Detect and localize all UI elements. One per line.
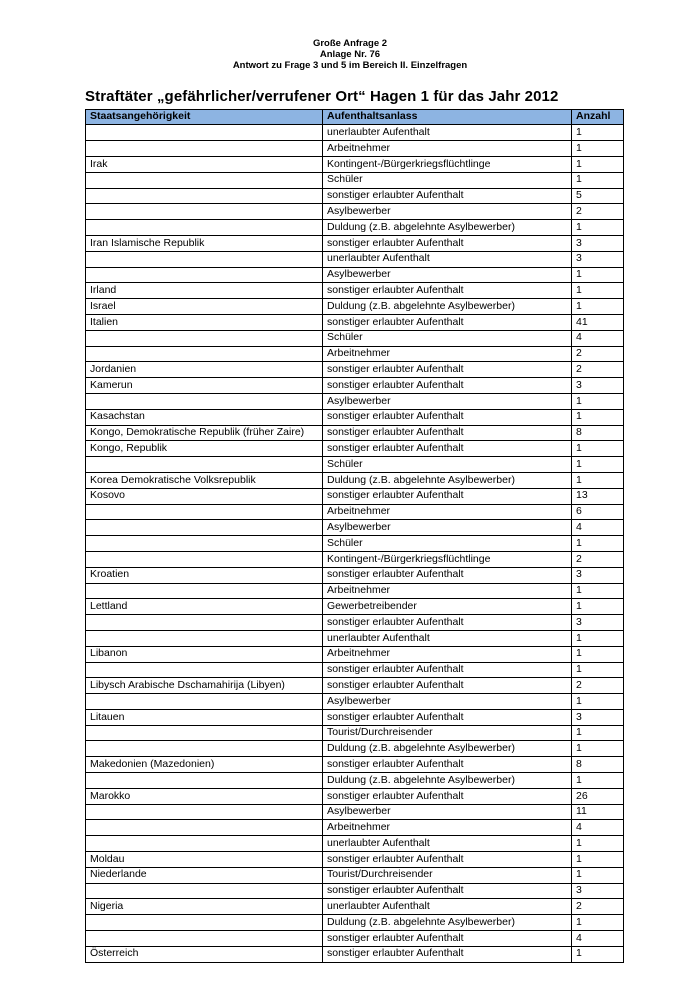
table-row bbox=[86, 330, 624, 346]
count-cell: 8 bbox=[572, 757, 624, 773]
column-header-1: Staatsangehörigkeit bbox=[86, 109, 323, 125]
table-row bbox=[86, 741, 624, 757]
reason-cell: unerlaubter Aufenthalt bbox=[323, 836, 572, 852]
table-row bbox=[86, 409, 624, 425]
reason-cell: Schüler bbox=[323, 457, 572, 473]
country-cell: Libysch Arabische Dschamahirija (Libyen) bbox=[86, 678, 323, 694]
reason-cell: Arbeitnehmer bbox=[323, 504, 572, 520]
country-cell bbox=[86, 694, 323, 710]
reason-cell: Duldung (z.B. abgelehnte Asylbewerber) bbox=[323, 472, 572, 488]
country-cell bbox=[86, 457, 323, 473]
country-cell bbox=[86, 931, 323, 947]
country-cell bbox=[86, 188, 323, 204]
table-row bbox=[86, 299, 624, 315]
table-row bbox=[86, 188, 624, 204]
reason-cell: Arbeitnehmer bbox=[323, 646, 572, 662]
reason-cell: Schüler bbox=[323, 172, 572, 188]
count-cell: 1 bbox=[572, 393, 624, 409]
count-cell: 1 bbox=[572, 283, 624, 299]
reason-cell: Duldung (z.B. abgelehnte Asylbewerber) bbox=[323, 741, 572, 757]
reason-cell: Asylbewerber bbox=[323, 520, 572, 536]
count-cell: 3 bbox=[572, 567, 624, 583]
reason-cell: Arbeitnehmer bbox=[323, 820, 572, 836]
table-row bbox=[86, 472, 624, 488]
column-header-3: Anzahl bbox=[572, 109, 624, 125]
country-cell: Irak bbox=[86, 157, 323, 173]
table-row bbox=[86, 899, 624, 915]
reason-cell: sonstiger erlaubter Aufenthalt bbox=[323, 378, 572, 394]
country-cell: Jordanien bbox=[86, 362, 323, 378]
country-cell bbox=[86, 725, 323, 741]
table-row bbox=[86, 536, 624, 552]
count-cell: 1 bbox=[572, 946, 624, 962]
country-cell: Kongo, Republik bbox=[86, 441, 323, 457]
table-row bbox=[86, 551, 624, 567]
reason-cell: sonstiger erlaubter Aufenthalt bbox=[323, 314, 572, 330]
count-cell: 2 bbox=[572, 551, 624, 567]
count-cell: 1 bbox=[572, 409, 624, 425]
table-row bbox=[86, 362, 624, 378]
reason-cell: Duldung (z.B. abgelehnte Asylbewerber) bbox=[323, 299, 572, 315]
count-cell: 3 bbox=[572, 235, 624, 251]
country-cell: Kosovo bbox=[86, 488, 323, 504]
country-cell bbox=[86, 583, 323, 599]
reason-cell: Duldung (z.B. abgelehnte Asylbewerber) bbox=[323, 773, 572, 789]
count-cell: 1 bbox=[572, 741, 624, 757]
reason-cell: unerlaubter Aufenthalt bbox=[323, 125, 572, 141]
count-cell: 1 bbox=[572, 141, 624, 157]
count-cell: 13 bbox=[572, 488, 624, 504]
count-cell: 1 bbox=[572, 536, 624, 552]
count-cell: 3 bbox=[572, 615, 624, 631]
table-row bbox=[86, 757, 624, 773]
count-cell: 4 bbox=[572, 820, 624, 836]
reason-cell: sonstiger erlaubter Aufenthalt bbox=[323, 788, 572, 804]
country-cell bbox=[86, 504, 323, 520]
table-row bbox=[86, 820, 624, 836]
country-cell bbox=[86, 773, 323, 789]
count-cell: 3 bbox=[572, 709, 624, 725]
reason-cell: Duldung (z.B. abgelehnte Asylbewerber) bbox=[323, 915, 572, 931]
count-cell: 1 bbox=[572, 267, 624, 283]
reason-cell: Asylbewerber bbox=[323, 267, 572, 283]
count-cell: 1 bbox=[572, 694, 624, 710]
count-cell: 8 bbox=[572, 425, 624, 441]
country-cell bbox=[86, 330, 323, 346]
reason-cell: Tourist/Durchreisender bbox=[323, 725, 572, 741]
table-row bbox=[86, 125, 624, 141]
reason-cell: Schüler bbox=[323, 536, 572, 552]
country-cell: Irland bbox=[86, 283, 323, 299]
country-cell: Kamerun bbox=[86, 378, 323, 394]
count-cell: 1 bbox=[572, 125, 624, 141]
country-cell bbox=[86, 346, 323, 362]
count-cell: 1 bbox=[572, 583, 624, 599]
country-cell bbox=[86, 820, 323, 836]
count-cell: 3 bbox=[572, 883, 624, 899]
reason-cell: sonstiger erlaubter Aufenthalt bbox=[323, 931, 572, 947]
country-cell bbox=[86, 662, 323, 678]
count-cell: 2 bbox=[572, 362, 624, 378]
table-row bbox=[86, 662, 624, 678]
count-cell: 1 bbox=[572, 220, 624, 236]
reason-cell: sonstiger erlaubter Aufenthalt bbox=[323, 852, 572, 868]
country-cell bbox=[86, 267, 323, 283]
count-cell: 5 bbox=[572, 188, 624, 204]
country-cell: Lettland bbox=[86, 599, 323, 615]
reason-cell: sonstiger erlaubter Aufenthalt bbox=[323, 425, 572, 441]
country-cell: Österreich bbox=[86, 946, 323, 962]
reason-cell: sonstiger erlaubter Aufenthalt bbox=[323, 946, 572, 962]
country-cell: Moldau bbox=[86, 852, 323, 868]
table-row bbox=[86, 646, 624, 662]
country-cell bbox=[86, 125, 323, 141]
reason-cell: sonstiger erlaubter Aufenthalt bbox=[323, 678, 572, 694]
table-row bbox=[86, 867, 624, 883]
count-cell: 1 bbox=[572, 646, 624, 662]
reason-cell: Tourist/Durchreisender bbox=[323, 867, 572, 883]
country-cell bbox=[86, 220, 323, 236]
reason-cell: Gewerbetreibender bbox=[323, 599, 572, 615]
count-cell: 2 bbox=[572, 899, 624, 915]
reason-cell: sonstiger erlaubter Aufenthalt bbox=[323, 409, 572, 425]
country-cell bbox=[86, 630, 323, 646]
count-cell: 26 bbox=[572, 788, 624, 804]
table-row bbox=[86, 314, 624, 330]
country-cell bbox=[86, 615, 323, 631]
country-cell bbox=[86, 204, 323, 220]
count-cell: 1 bbox=[572, 662, 624, 678]
reason-cell: Kontingent-/Bürgerkriegsflüchtlinge bbox=[323, 551, 572, 567]
country-cell bbox=[86, 172, 323, 188]
count-cell: 1 bbox=[572, 630, 624, 646]
country-cell: Niederlande bbox=[86, 867, 323, 883]
header-line-1: Große Anfrage 2 bbox=[312, 38, 388, 49]
table-row bbox=[86, 520, 624, 536]
table-row bbox=[86, 615, 624, 631]
reason-cell: sonstiger erlaubter Aufenthalt bbox=[323, 709, 572, 725]
count-cell: 11 bbox=[572, 804, 624, 820]
table-row bbox=[86, 709, 624, 725]
table-header-row bbox=[86, 109, 624, 125]
country-cell bbox=[86, 536, 323, 552]
reason-cell: sonstiger erlaubter Aufenthalt bbox=[323, 283, 572, 299]
table-row bbox=[86, 141, 624, 157]
country-cell: Libanon bbox=[86, 646, 323, 662]
table-row bbox=[86, 915, 624, 931]
header-line-3: Antwort zu Frage 3 und 5 im Bereich II. Einzelfragen bbox=[232, 60, 468, 72]
table-row bbox=[86, 788, 624, 804]
table-row bbox=[86, 235, 624, 251]
table-row bbox=[86, 852, 624, 868]
reason-cell: sonstiger erlaubter Aufenthalt bbox=[323, 188, 572, 204]
table-row bbox=[86, 393, 624, 409]
reason-cell: sonstiger erlaubter Aufenthalt bbox=[323, 615, 572, 631]
reason-cell: Schüler bbox=[323, 330, 572, 346]
table-row bbox=[86, 220, 624, 236]
reason-cell: Arbeitnehmer bbox=[323, 583, 572, 599]
table-row bbox=[86, 567, 624, 583]
document-header bbox=[0, 0, 700, 72]
data-table bbox=[85, 109, 624, 963]
count-cell: 1 bbox=[572, 172, 624, 188]
table-row bbox=[86, 251, 624, 267]
count-cell: 1 bbox=[572, 725, 624, 741]
country-cell bbox=[86, 741, 323, 757]
count-cell: 1 bbox=[572, 457, 624, 473]
country-cell: Kroatien bbox=[86, 567, 323, 583]
country-cell: Makedonien (Mazedonien) bbox=[86, 757, 323, 773]
table-row bbox=[86, 157, 624, 173]
table-row bbox=[86, 694, 624, 710]
table-row bbox=[86, 346, 624, 362]
header-line-2: Anlage Nr. 76 bbox=[319, 49, 381, 61]
country-cell bbox=[86, 141, 323, 157]
reason-cell: sonstiger erlaubter Aufenthalt bbox=[323, 883, 572, 899]
table-row bbox=[86, 441, 624, 457]
reason-cell: sonstiger erlaubter Aufenthalt bbox=[323, 488, 572, 504]
count-cell: 4 bbox=[572, 520, 624, 536]
count-cell: 2 bbox=[572, 678, 624, 694]
table-row bbox=[86, 504, 624, 520]
country-cell bbox=[86, 251, 323, 267]
table-row bbox=[86, 773, 624, 789]
country-cell bbox=[86, 915, 323, 931]
reason-cell: unerlaubter Aufenthalt bbox=[323, 630, 572, 646]
count-cell: 1 bbox=[572, 836, 624, 852]
table-row bbox=[86, 599, 624, 615]
reason-cell: Arbeitnehmer bbox=[323, 141, 572, 157]
count-cell: 1 bbox=[572, 852, 624, 868]
table-row bbox=[86, 378, 624, 394]
count-cell: 4 bbox=[572, 931, 624, 947]
count-cell: 2 bbox=[572, 346, 624, 362]
country-cell bbox=[86, 520, 323, 536]
table-row bbox=[86, 267, 624, 283]
table-body bbox=[86, 125, 624, 962]
count-cell: 3 bbox=[572, 251, 624, 267]
count-cell: 6 bbox=[572, 504, 624, 520]
country-cell: Italien bbox=[86, 314, 323, 330]
table-row bbox=[86, 678, 624, 694]
country-cell: Nigeria bbox=[86, 899, 323, 915]
reason-cell: sonstiger erlaubter Aufenthalt bbox=[323, 662, 572, 678]
table-row bbox=[86, 725, 624, 741]
count-cell: 1 bbox=[572, 157, 624, 173]
count-cell: 1 bbox=[572, 299, 624, 315]
count-cell: 1 bbox=[572, 599, 624, 615]
table-row bbox=[86, 283, 624, 299]
count-cell: 2 bbox=[572, 204, 624, 220]
table-row bbox=[86, 583, 624, 599]
table-row bbox=[86, 836, 624, 852]
page-title: Straftäter „gefährlicher/verrufener Ort“ Hagen 1 für das Jahr 2012 bbox=[85, 87, 559, 105]
country-cell bbox=[86, 393, 323, 409]
reason-cell: Asylbewerber bbox=[323, 204, 572, 220]
table-row bbox=[86, 425, 624, 441]
country-cell bbox=[86, 804, 323, 820]
country-cell: Marokko bbox=[86, 788, 323, 804]
table-row bbox=[86, 946, 624, 962]
reason-cell: sonstiger erlaubter Aufenthalt bbox=[323, 441, 572, 457]
table-row bbox=[86, 204, 624, 220]
count-cell: 41 bbox=[572, 314, 624, 330]
count-cell: 1 bbox=[572, 472, 624, 488]
table-row bbox=[86, 488, 624, 504]
table-row bbox=[86, 931, 624, 947]
country-cell: Kasachstan bbox=[86, 409, 323, 425]
reason-cell: sonstiger erlaubter Aufenthalt bbox=[323, 362, 572, 378]
table-row bbox=[86, 630, 624, 646]
count-cell: 3 bbox=[572, 378, 624, 394]
country-cell: Litauen bbox=[86, 709, 323, 725]
reason-cell: Asylbewerber bbox=[323, 694, 572, 710]
reason-cell: Duldung (z.B. abgelehnte Asylbewerber) bbox=[323, 220, 572, 236]
count-cell: 1 bbox=[572, 867, 624, 883]
country-cell: Kongo, Demokratische Republik (früher Zaire) bbox=[86, 425, 323, 441]
country-cell bbox=[86, 883, 323, 899]
reason-cell: Asylbewerber bbox=[323, 804, 572, 820]
country-cell bbox=[86, 836, 323, 852]
reason-cell: sonstiger erlaubter Aufenthalt bbox=[323, 567, 572, 583]
count-cell: 1 bbox=[572, 915, 624, 931]
country-cell: Korea Demokratische Volksrepublik bbox=[86, 472, 323, 488]
table-row bbox=[86, 883, 624, 899]
reason-cell: unerlaubter Aufenthalt bbox=[323, 899, 572, 915]
country-cell: Iran Islamische Republik bbox=[86, 235, 323, 251]
reason-cell: Kontingent-/Bürgerkriegsflüchtlinge bbox=[323, 157, 572, 173]
table-row bbox=[86, 457, 624, 473]
reason-cell: sonstiger erlaubter Aufenthalt bbox=[323, 757, 572, 773]
table-row bbox=[86, 172, 624, 188]
column-header-2: Aufenthaltsanlass bbox=[323, 109, 572, 125]
reason-cell: Asylbewerber bbox=[323, 393, 572, 409]
table-row bbox=[86, 804, 624, 820]
country-cell: Israel bbox=[86, 299, 323, 315]
reason-cell: Arbeitnehmer bbox=[323, 346, 572, 362]
reason-cell: unerlaubter Aufenthalt bbox=[323, 251, 572, 267]
country-cell bbox=[86, 551, 323, 567]
count-cell: 1 bbox=[572, 773, 624, 789]
count-cell: 1 bbox=[572, 441, 624, 457]
count-cell: 4 bbox=[572, 330, 624, 346]
reason-cell: sonstiger erlaubter Aufenthalt bbox=[323, 235, 572, 251]
